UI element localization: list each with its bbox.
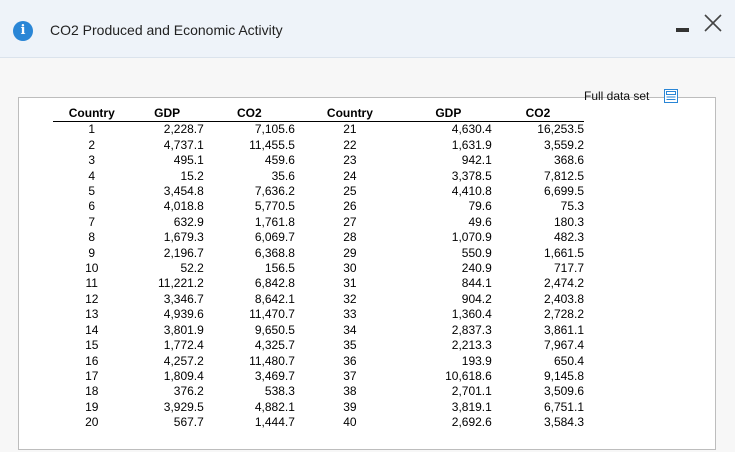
- co2-1-cell: 6,842.8: [254, 276, 295, 291]
- gdp-1-cell: 15.2: [180, 168, 204, 183]
- country-1-cell: 2: [88, 137, 96, 152]
- gdp-2-cell: 942.1: [461, 153, 492, 168]
- header-co2-1: CO2: [204, 106, 295, 122]
- table-row: [53, 369, 584, 384]
- country-2-cell: 39: [343, 399, 357, 414]
- gdp-2-cell: 904.2: [461, 291, 492, 306]
- co2-1-cell: 1,761.8: [254, 214, 295, 229]
- co2-2-cell: 368.6: [553, 153, 584, 168]
- co2-2-cell: 3,861.1: [543, 322, 584, 337]
- co2-2-cell: 6,699.5: [543, 184, 584, 199]
- table-row: [53, 276, 584, 291]
- country-1-cell: 4: [88, 168, 96, 183]
- co2-1-cell: 3,469.7: [254, 368, 295, 383]
- table-row: [53, 153, 584, 168]
- data-set-icon[interactable]: [664, 89, 678, 103]
- co2-2-cell: 6,751.1: [543, 399, 584, 414]
- gdp-2-cell: 240.9: [461, 261, 492, 276]
- table-row: [53, 138, 584, 153]
- gdp-2-cell: 844.1: [461, 276, 492, 291]
- country-1-cell: 15: [85, 338, 99, 353]
- country-2-cell: 35: [343, 338, 357, 353]
- gdp-2-cell: 1,070.9: [451, 230, 492, 245]
- header-country-1: Country: [53, 106, 131, 122]
- gdp-2-cell: 3,378.5: [451, 168, 492, 183]
- info-icon: i: [13, 21, 33, 41]
- gdp-2-cell: 79.6: [468, 199, 492, 214]
- co2-1-cell: 35.6: [271, 168, 295, 183]
- co2-1-cell: 6,368.8: [254, 245, 295, 260]
- full-data-set-link[interactable]: Full data set: [584, 89, 650, 103]
- minimize-icon[interactable]: [676, 28, 689, 32]
- co2-2-cell: 3,584.3: [543, 415, 584, 430]
- country-1-cell: 20: [85, 415, 99, 430]
- table-row: [53, 354, 584, 369]
- country-2-cell: 29: [343, 245, 357, 260]
- table-row: [53, 215, 584, 230]
- table-row: [53, 246, 584, 261]
- gdp-1-cell: 1,679.3: [163, 230, 204, 245]
- table-row: [53, 184, 584, 199]
- co2-1-cell: 1,444.7: [254, 415, 295, 430]
- close-icon[interactable]: [703, 13, 723, 33]
- co2-1-cell: 7,105.6: [254, 122, 295, 137]
- co2-1-cell: 5,770.5: [254, 199, 295, 214]
- co2-2-cell: 2,403.8: [543, 291, 584, 306]
- country-2-cell: 28: [343, 230, 357, 245]
- country-1-cell: 13: [85, 307, 99, 322]
- gdp-2-cell: 1,631.9: [451, 137, 492, 152]
- country-2-cell: 24: [343, 168, 357, 183]
- co2-2-cell: 1,661.5: [543, 245, 584, 260]
- table-row: [53, 199, 584, 214]
- co2-2-cell: 7,812.5: [543, 168, 584, 183]
- table-header-row: [53, 106, 584, 122]
- co2-1-cell: 7,636.2: [254, 184, 295, 199]
- country-2-cell: 27: [343, 214, 357, 229]
- co2-gdp-table: [53, 106, 584, 431]
- dialog-title: CO2 Produced and Economic Activity: [50, 22, 283, 38]
- co2-2-cell: 7,967.4: [543, 338, 584, 353]
- gdp-1-cell: 3,801.9: [163, 322, 204, 337]
- table-row: [53, 338, 584, 353]
- co2-2-cell: 650.4: [553, 353, 584, 368]
- co2-1-cell: 4,325.7: [254, 338, 295, 353]
- co2-2-cell: 3,509.6: [543, 384, 584, 399]
- table-row: [53, 415, 584, 430]
- country-2-cell: 34: [343, 322, 357, 337]
- header-gdp-1: GDP: [131, 106, 204, 122]
- gdp-1-cell: 1,809.4: [163, 368, 204, 383]
- co2-2-cell: 482.3: [553, 230, 584, 245]
- gdp-1-cell: 4,939.6: [163, 307, 204, 322]
- country-2-cell: 33: [343, 307, 357, 322]
- co2-2-cell: 75.3: [560, 199, 584, 214]
- gdp-1-cell: 3,929.5: [163, 399, 204, 414]
- gdp-2-cell: 4,410.8: [451, 184, 492, 199]
- gdp-2-cell: 3,819.1: [451, 399, 492, 414]
- co2-2-cell: 717.7: [553, 261, 584, 276]
- country-2-cell: 38: [343, 384, 357, 399]
- gdp-1-cell: 4,018.8: [163, 199, 204, 214]
- header-co2-2: CO2: [492, 106, 584, 122]
- gdp-2-cell: 49.6: [468, 214, 492, 229]
- country-1-cell: 1: [88, 122, 96, 137]
- co2-1-cell: 9,650.5: [254, 322, 295, 337]
- co2-1-cell: 11,470.7: [249, 307, 295, 322]
- gdp-1-cell: 2,196.7: [163, 245, 204, 260]
- co2-2-cell: 9,145.8: [543, 368, 584, 383]
- country-1-cell: 3: [88, 153, 96, 168]
- gdp-2-cell: 2,701.1: [451, 384, 492, 399]
- table-row: [53, 307, 584, 322]
- co2-2-cell: 2,728.2: [543, 307, 584, 322]
- country-2-cell: 26: [343, 199, 357, 214]
- country-2-cell: 37: [343, 368, 357, 383]
- gdp-1-cell: 1,772.4: [163, 338, 204, 353]
- co2-1-cell: 538.3: [264, 384, 295, 399]
- co2-2-cell: 16,253.5: [537, 122, 584, 137]
- country-1-cell: 5: [88, 184, 96, 199]
- gdp-1-cell: 567.7: [173, 415, 204, 430]
- gdp-2-cell: 2,692.6: [451, 415, 492, 430]
- country-1-cell: 17: [85, 368, 99, 383]
- table-row: [53, 169, 584, 184]
- country-1-cell: 16: [85, 353, 99, 368]
- country-2-cell: 22: [343, 137, 357, 152]
- country-2-cell: 31: [343, 276, 357, 291]
- table-row: [53, 261, 584, 276]
- gdp-1-cell: 632.9: [173, 214, 204, 229]
- country-1-cell: 18: [85, 384, 99, 399]
- gdp-1-cell: 3,346.7: [163, 291, 204, 306]
- co2-1-cell: 8,642.1: [254, 291, 295, 306]
- country-1-cell: 10: [85, 261, 99, 276]
- co2-1-cell: 459.6: [264, 153, 295, 168]
- country-1-cell: 8: [88, 230, 96, 245]
- co2-1-cell: 156.5: [264, 261, 295, 276]
- gdp-2-cell: 550.9: [461, 245, 492, 260]
- country-2-cell: 23: [343, 153, 357, 168]
- country-2-cell: 36: [343, 353, 357, 368]
- gdp-2-cell: 1,360.4: [451, 307, 492, 322]
- country-1-cell: 12: [85, 291, 99, 306]
- gdp-2-cell: 10,618.6: [445, 368, 492, 383]
- gdp-2-cell: 2,213.3: [451, 338, 492, 353]
- gdp-1-cell: 495.1: [173, 153, 204, 168]
- gdp-1-cell: 11,221.2: [157, 276, 204, 291]
- co2-2-cell: 180.3: [553, 214, 584, 229]
- gdp-2-cell: 4,630.4: [451, 122, 492, 137]
- co2-1-cell: 11,455.5: [249, 137, 295, 152]
- header-country-2: Country: [295, 106, 405, 122]
- co2-1-cell: 11,480.7: [249, 353, 295, 368]
- country-2-cell: 25: [343, 184, 357, 199]
- gdp-2-cell: 2,837.3: [451, 322, 492, 337]
- dialog-titlebar: [0, 0, 735, 58]
- header-gdp-2: GDP: [405, 106, 492, 122]
- gdp-1-cell: 376.2: [173, 384, 204, 399]
- gdp-2-cell: 193.9: [461, 353, 492, 368]
- co2-2-cell: 3,559.2: [543, 137, 584, 152]
- country-1-cell: 11: [85, 276, 98, 291]
- gdp-1-cell: 4,737.1: [163, 137, 204, 152]
- country-2-cell: 40: [343, 415, 357, 430]
- table-row: [53, 230, 584, 245]
- country-1-cell: 19: [85, 399, 99, 414]
- gdp-1-cell: 3,454.8: [163, 184, 204, 199]
- table-row: [53, 400, 584, 415]
- country-2-cell: 30: [343, 261, 357, 276]
- country-2-cell: 21: [343, 122, 357, 137]
- gdp-1-cell: 4,257.2: [163, 353, 204, 368]
- co2-1-cell: 6,069.7: [254, 230, 295, 245]
- gdp-1-cell: 2,228.7: [163, 122, 204, 137]
- table-row: [53, 384, 584, 399]
- co2-1-cell: 4,882.1: [254, 399, 295, 414]
- country-2-cell: 32: [343, 291, 357, 306]
- country-1-cell: 9: [88, 245, 96, 260]
- table-row: [53, 122, 584, 138]
- gdp-1-cell: 52.2: [180, 261, 204, 276]
- table-row: [53, 323, 584, 338]
- country-1-cell: 14: [85, 322, 99, 337]
- country-1-cell: 7: [88, 214, 96, 229]
- table-row: [53, 292, 584, 307]
- co2-2-cell: 2,474.2: [543, 276, 584, 291]
- country-1-cell: 6: [88, 199, 96, 214]
